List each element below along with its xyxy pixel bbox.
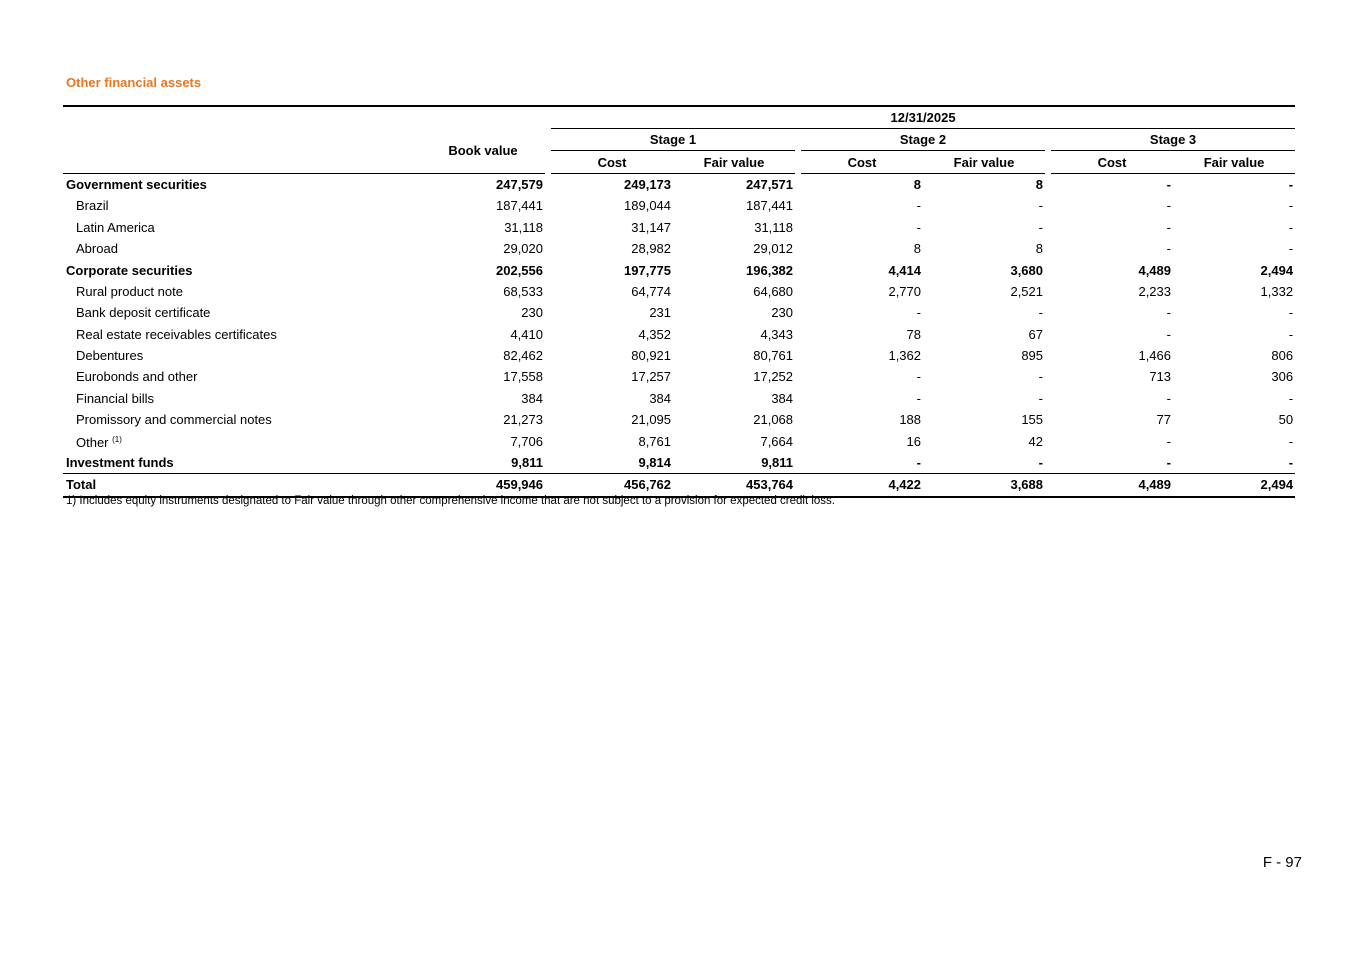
stage1-fair-value-cell: 29,012 [753,241,794,257]
stage3-cost-cell: - [1166,219,1172,235]
date-header: 12/31/2025 [551,106,1295,129]
book-value-cell: 187,441 [496,198,543,214]
stage1-cost-cell: 4,352 [638,326,672,342]
book-value-cell: 230 [521,305,543,321]
row-label [63,195,421,216]
stage1-fair-value-cell: 9,811 [761,455,794,471]
stage1-fair-value-cell: 64,680 [753,283,794,299]
stage3-cost-cell: - [1166,305,1172,321]
stage2-cost-cell: 188 [899,412,922,428]
stage1-fair-value-cell: 4,343 [760,326,794,342]
row-label-text: Brazil [76,198,109,214]
total-row [63,474,1295,497]
stage1-cost-cell: 384 [649,390,672,406]
stage2-cost-cell: 2,770 [888,283,922,299]
row-label-text: Total [66,477,97,493]
row-label [63,452,421,474]
book-value-cell: 9,811 [511,455,543,471]
table-row [63,366,1295,387]
book-value-cell: 202,556 [496,262,543,278]
stage1-fair-value-cell: 453,764 [673,474,795,497]
row-label-text: Bank deposit certificate [76,305,211,321]
row-label-text: Corporate securities [66,262,193,278]
stage3-fair-value-cell: - [1288,176,1294,192]
table-row [63,430,1295,451]
stage1-fair-value-cell: 247,571 [746,176,794,192]
stage1-cost-cell: 189,044 [624,198,672,214]
stage3-cost-cell: 713 [1149,369,1172,385]
row-label [63,217,421,238]
book-value-cell: 459,946 [421,474,545,497]
table-row [63,452,1295,474]
book-value-cell: 29,020 [503,241,543,257]
stage2-cost-cell: - [916,305,922,321]
row-label-text: Abroad [76,241,118,257]
stage2-fair-value-cell: - [1038,305,1044,321]
stage2-fair-value-cell: 67 [1028,326,1044,342]
stage2-cost-cell: - [916,369,922,385]
stage1-fair-value-cell: 80,761 [753,348,794,364]
row-label-text: Real estate receivables certificates [76,326,277,342]
footnote: 1) Includes equity instruments designated to Fair value through other comprehensive income that are not subject to a provision for expected credit loss. [66,495,836,507]
stage1-cost-cell: 64,774 [631,283,672,299]
stage3-cost-cell: 2,233 [1138,283,1172,299]
row-label [63,302,421,323]
stage1-fair-value-cell: 21,068 [753,412,794,428]
book-value-cell: 384 [521,390,543,406]
stage1-header: Stage 1 [551,129,795,151]
row-label-text: Eurobonds and other [76,369,198,385]
stage2-fair-value-cell: - [1038,390,1044,406]
row-label-text: Debentures [76,348,144,364]
book-value-cell: 68,533 [503,283,543,299]
book-value-header: Book value [421,129,545,174]
row-label [63,345,421,366]
stage2-cost-cell: 4,422 [801,474,923,497]
stage3-fair-value-header: Fair value [1173,151,1295,173]
book-value-cell: 82,462 [503,348,543,364]
footnote-ref: (1) [112,435,122,445]
table-body [63,173,1295,496]
table-row [63,324,1295,345]
stage2-cost-cell: - [916,198,922,214]
table-row [63,388,1295,409]
stage1-cost-cell: 31,147 [631,219,672,235]
stage3-fair-value-cell: - [1288,455,1294,471]
row-label-text: Other [76,435,109,451]
table-row [63,195,1295,216]
stage2-cost-cell: 1,362 [888,348,922,364]
stage2-fair-value-cell: - [1038,455,1044,471]
stage2-cost-cell: 16 [906,433,922,449]
header-spacer [63,106,551,129]
stage3-fair-value-cell: - [1288,326,1294,342]
table-row [63,345,1295,366]
stage3-fair-value-cell: - [1288,433,1294,449]
book-value-cell: 31,118 [504,219,543,235]
stage2-fair-value-cell: 3,688 [923,474,1045,497]
stage2-cost-cell: 4,414 [888,262,922,278]
stage1-fair-value-header: Fair value [673,151,795,173]
stage2-fair-value-cell: 3,680 [1010,262,1044,278]
table-row [63,409,1295,430]
book-value-cell: 17,558 [503,369,543,385]
row-label [63,238,421,259]
stage1-cost-cell: 249,173 [624,176,672,192]
stage1-cost-header: Cost [551,151,673,173]
stage1-fair-value-cell: 7,664 [760,433,794,449]
table-row [63,173,1295,195]
row-label-text: Rural product note [76,283,183,299]
stage1-cost-cell: 197,775 [624,262,672,278]
stage2-fair-value-header: Fair value [923,151,1045,173]
stage2-fair-value-cell: 2,521 [1010,283,1044,299]
stage2-fair-value-cell: 895 [1021,348,1044,364]
stage2-cost-cell: 8 [913,176,922,192]
stage3-header: Stage 3 [1051,129,1295,151]
stage2-fair-value-cell: 8 [1035,241,1044,257]
stage3-fair-value-cell: - [1288,305,1294,321]
book-value-cell: 247,579 [496,176,543,192]
stage1-cost-cell: 9,814 [638,455,672,471]
stage1-cost-cell: 17,257 [631,369,672,385]
stage3-fair-value-cell: - [1288,390,1294,406]
stage1-cost-cell: 8,761 [638,433,672,449]
stage1-fair-value-cell: 196,382 [746,262,794,278]
stage3-cost-cell: - [1166,198,1172,214]
stage2-cost-cell: - [916,219,922,235]
section-title: Other financial assets [66,75,202,90]
stage3-cost-cell: 77 [1156,412,1172,428]
stage1-cost-cell: 21,095 [631,412,672,428]
stage3-fair-value-cell: - [1288,219,1294,235]
book-value-cell: 4,410 [510,326,543,342]
stage3-cost-header: Cost [1051,151,1173,173]
stage2-header: Stage 2 [801,129,1045,151]
row-label [63,324,421,345]
stage2-fair-value-cell: 155 [1021,412,1044,428]
stage3-fair-value-cell: - [1288,241,1294,257]
row-label [63,430,421,451]
stage3-cost-cell: - [1166,390,1172,406]
stage2-fair-value-cell: - [1038,369,1044,385]
row-label-text: Financial bills [76,390,155,406]
stage1-cost-cell: 80,921 [631,348,672,364]
stage2-cost-cell: 78 [906,326,922,342]
stage3-cost-cell: - [1166,455,1172,471]
stage1-cost-cell: 456,762 [551,474,673,497]
stage2-fair-value-cell: 8 [1035,176,1044,192]
row-label-text: Promissory and commercial notes [76,412,272,428]
stage2-cost-cell: 8 [913,241,922,257]
row-label-text: Investment funds [66,455,174,471]
stage2-cost-header: Cost [801,151,923,173]
table-row [63,281,1295,302]
table-row [63,302,1295,323]
table-row [63,238,1295,259]
stage3-fair-value-cell: 2,494 [1173,474,1295,497]
stage3-cost-cell: 1,466 [1138,348,1172,364]
stage3-cost-cell: 4,489 [1051,474,1173,497]
row-label-text: Latin America [76,219,155,235]
stage1-cost-cell: 231 [649,305,672,321]
row-label [63,366,421,387]
table-row [63,217,1295,238]
stage2-fair-value-cell: 42 [1028,433,1044,449]
stage1-fair-value-cell: 230 [771,305,794,321]
stage3-fair-value-cell: - [1288,198,1294,214]
row-label [63,409,421,430]
row-label [63,474,421,497]
row-label-text: Government securities [66,176,207,192]
row-label [63,259,421,280]
stage3-fair-value-cell: 50 [1278,412,1294,428]
financial-assets-table [63,105,1295,498]
stage2-cost-cell: - [916,390,922,406]
stage3-fair-value-cell: 806 [1271,348,1294,364]
stage3-fair-value-cell: 1,332 [1260,283,1294,299]
page-number: F - 97 [1262,854,1302,871]
stage3-cost-cell: 4,489 [1138,262,1172,278]
row-label [63,173,421,195]
stage1-fair-value-cell: 17,252 [753,369,794,385]
row-label [63,388,421,409]
book-value-cell: 21,273 [503,412,543,428]
stage2-fair-value-cell: - [1038,219,1044,235]
table-row [63,259,1295,280]
book-value-cell: 7,706 [510,433,543,449]
stage1-fair-value-cell: 384 [771,390,794,406]
stage2-fair-value-cell: - [1038,198,1044,214]
stage2-cost-cell: - [916,455,922,471]
stage3-fair-value-cell: 306 [1271,369,1294,385]
stage3-cost-cell: - [1166,241,1172,257]
stage1-cost-cell: 28,982 [631,241,672,257]
stage1-fair-value-cell: 187,441 [746,198,794,214]
stage3-fair-value-cell: 2,494 [1260,262,1294,278]
stage1-fair-value-cell: 31,118 [754,219,794,235]
stage3-cost-cell: - [1166,176,1172,192]
stage3-cost-cell: - [1166,433,1172,449]
row-label [63,281,421,302]
stage3-cost-cell: - [1166,326,1172,342]
